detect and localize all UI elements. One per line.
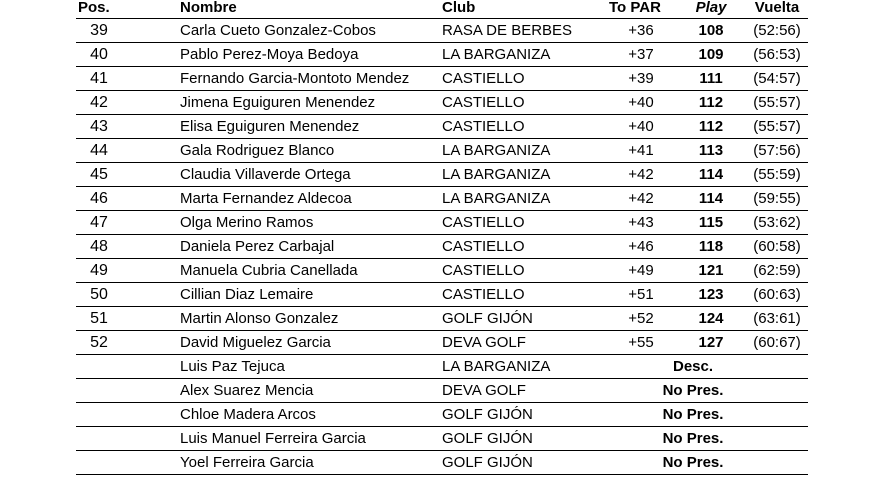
row-club: LA BARGANIZA bbox=[442, 139, 606, 163]
row-play: 114 bbox=[676, 163, 746, 187]
row-club: GOLF GIJÓN bbox=[442, 427, 606, 451]
row-to-par: +49 bbox=[606, 259, 676, 283]
row-play: 109 bbox=[676, 43, 746, 67]
row-club: GOLF GIJÓN bbox=[442, 307, 606, 331]
row-club: DEVA GOLF bbox=[442, 331, 606, 355]
table-row-status bbox=[76, 451, 808, 475]
row-club: LA BARGANIZA bbox=[442, 163, 606, 187]
row-status: Desc. bbox=[606, 355, 808, 379]
row-name: Chloe Madera Arcos bbox=[128, 403, 442, 427]
table-row bbox=[76, 211, 808, 235]
table-row bbox=[76, 283, 808, 307]
row-pos: 40 bbox=[76, 43, 128, 67]
table-row bbox=[76, 331, 808, 355]
row-status: No Pres. bbox=[606, 379, 808, 403]
row-to-par: +41 bbox=[606, 139, 676, 163]
row-pos: 47 bbox=[76, 211, 128, 235]
header-name: Nombre bbox=[128, 0, 442, 19]
row-vuelta: (57:56) bbox=[746, 139, 808, 163]
row-play: 112 bbox=[676, 115, 746, 139]
table-row-status bbox=[76, 403, 808, 427]
row-club: CASTIELLO bbox=[442, 235, 606, 259]
row-vuelta: (52:56) bbox=[746, 19, 808, 43]
row-club: CASTIELLO bbox=[442, 115, 606, 139]
row-name: Claudia Villaverde Ortega bbox=[128, 163, 442, 187]
row-pos: 50 bbox=[76, 283, 128, 307]
table-row bbox=[76, 115, 808, 139]
table-row bbox=[76, 259, 808, 283]
row-name: Fernando Garcia-Montoto Mendez bbox=[128, 67, 442, 91]
row-play: 115 bbox=[676, 211, 746, 235]
row-vuelta: (55:59) bbox=[746, 163, 808, 187]
row-club: GOLF GIJÓN bbox=[442, 451, 606, 475]
row-to-par: +51 bbox=[606, 283, 676, 307]
row-play: 127 bbox=[676, 331, 746, 355]
row-name: Manuela Cubria Canellada bbox=[128, 259, 442, 283]
row-pos: 39 bbox=[76, 19, 128, 43]
row-name: Pablo Perez-Moya Bedoya bbox=[128, 43, 442, 67]
row-name: Cillian Diaz Lemaire bbox=[128, 283, 442, 307]
header-row bbox=[76, 0, 808, 19]
table-row bbox=[76, 163, 808, 187]
row-play: 108 bbox=[676, 19, 746, 43]
row-club: GOLF GIJÓN bbox=[442, 403, 606, 427]
row-pos: 51 bbox=[76, 307, 128, 331]
row-pos-empty bbox=[76, 427, 128, 451]
row-vuelta: (63:61) bbox=[746, 307, 808, 331]
row-play: 121 bbox=[676, 259, 746, 283]
row-pos-empty bbox=[76, 403, 128, 427]
row-pos-empty bbox=[76, 379, 128, 403]
row-to-par: +42 bbox=[606, 163, 676, 187]
row-to-par: +52 bbox=[606, 307, 676, 331]
table-row bbox=[76, 235, 808, 259]
row-to-par: +55 bbox=[606, 331, 676, 355]
row-name: Luis Paz Tejuca bbox=[128, 355, 442, 379]
table-row bbox=[76, 139, 808, 163]
row-play: 123 bbox=[676, 283, 746, 307]
row-play: 112 bbox=[676, 91, 746, 115]
table-row bbox=[76, 187, 808, 211]
row-pos: 43 bbox=[76, 115, 128, 139]
row-vuelta: (55:57) bbox=[746, 91, 808, 115]
row-club: CASTIELLO bbox=[442, 211, 606, 235]
row-play: 113 bbox=[676, 139, 746, 163]
row-name: Carla Cueto Gonzalez-Cobos bbox=[128, 19, 442, 43]
row-name: Martin Alonso Gonzalez bbox=[128, 307, 442, 331]
table-row-status bbox=[76, 355, 808, 379]
row-name: Jimena Eguiguren Menendez bbox=[128, 91, 442, 115]
row-to-par: +42 bbox=[606, 187, 676, 211]
row-play: 111 bbox=[676, 67, 746, 91]
row-play: 124 bbox=[676, 307, 746, 331]
header-club: Club bbox=[442, 0, 606, 19]
row-pos: 48 bbox=[76, 235, 128, 259]
row-to-par: +39 bbox=[606, 67, 676, 91]
row-vuelta: (62:59) bbox=[746, 259, 808, 283]
row-vuelta: (53:62) bbox=[746, 211, 808, 235]
row-pos: 41 bbox=[76, 67, 128, 91]
row-name: Alex Suarez Mencia bbox=[128, 379, 442, 403]
row-pos-empty bbox=[76, 355, 128, 379]
row-to-par: +40 bbox=[606, 115, 676, 139]
row-name: Gala Rodriguez Blanco bbox=[128, 139, 442, 163]
row-pos-empty bbox=[76, 451, 128, 475]
row-vuelta: (60:58) bbox=[746, 235, 808, 259]
header-play: Play bbox=[676, 0, 746, 19]
row-name: Luis Manuel Ferreira Garcia bbox=[128, 427, 442, 451]
table-row bbox=[76, 307, 808, 331]
row-club: CASTIELLO bbox=[442, 91, 606, 115]
header-pos: Pos. bbox=[76, 0, 128, 19]
row-name: Marta Fernandez Aldecoa bbox=[128, 187, 442, 211]
table-row bbox=[76, 91, 808, 115]
row-to-par: +43 bbox=[606, 211, 676, 235]
row-club: LA BARGANIZA bbox=[442, 43, 606, 67]
row-vuelta: (54:57) bbox=[746, 67, 808, 91]
table-row bbox=[76, 67, 808, 91]
row-status: No Pres. bbox=[606, 427, 808, 451]
row-pos: 45 bbox=[76, 163, 128, 187]
table-row-status bbox=[76, 427, 808, 451]
row-status: No Pres. bbox=[606, 403, 808, 427]
row-vuelta: (56:53) bbox=[746, 43, 808, 67]
row-club: LA BARGANIZA bbox=[442, 355, 606, 379]
row-to-par: +37 bbox=[606, 43, 676, 67]
row-play: 114 bbox=[676, 187, 746, 211]
results-table bbox=[76, 0, 808, 475]
row-club: DEVA GOLF bbox=[442, 379, 606, 403]
header-to-par: To PAR bbox=[606, 0, 676, 19]
table-row bbox=[76, 43, 808, 67]
table-row-status bbox=[76, 379, 808, 403]
row-club: CASTIELLO bbox=[442, 283, 606, 307]
table-body bbox=[76, 19, 808, 475]
row-pos: 49 bbox=[76, 259, 128, 283]
row-club: LA BARGANIZA bbox=[442, 187, 606, 211]
row-club: CASTIELLO bbox=[442, 259, 606, 283]
row-vuelta: (60:67) bbox=[746, 331, 808, 355]
row-pos: 42 bbox=[76, 91, 128, 115]
row-vuelta: (55:57) bbox=[746, 115, 808, 139]
row-vuelta: (59:55) bbox=[746, 187, 808, 211]
row-name: Yoel Ferreira Garcia bbox=[128, 451, 442, 475]
row-club: RASA DE BERBES bbox=[442, 19, 606, 43]
row-name: Olga Merino Ramos bbox=[128, 211, 442, 235]
row-name: Elisa Eguiguren Menendez bbox=[128, 115, 442, 139]
row-club: CASTIELLO bbox=[442, 67, 606, 91]
table-row bbox=[76, 19, 808, 43]
row-play: 118 bbox=[676, 235, 746, 259]
row-name: Daniela Perez Carbajal bbox=[128, 235, 442, 259]
header-vuelta: Vuelta bbox=[746, 0, 808, 19]
row-to-par: +46 bbox=[606, 235, 676, 259]
row-to-par: +40 bbox=[606, 91, 676, 115]
row-pos: 44 bbox=[76, 139, 128, 163]
row-vuelta: (60:63) bbox=[746, 283, 808, 307]
row-to-par: +36 bbox=[606, 19, 676, 43]
row-pos: 46 bbox=[76, 187, 128, 211]
row-status: No Pres. bbox=[606, 451, 808, 475]
row-pos: 52 bbox=[76, 331, 128, 355]
row-name: David Miguelez Garcia bbox=[128, 331, 442, 355]
